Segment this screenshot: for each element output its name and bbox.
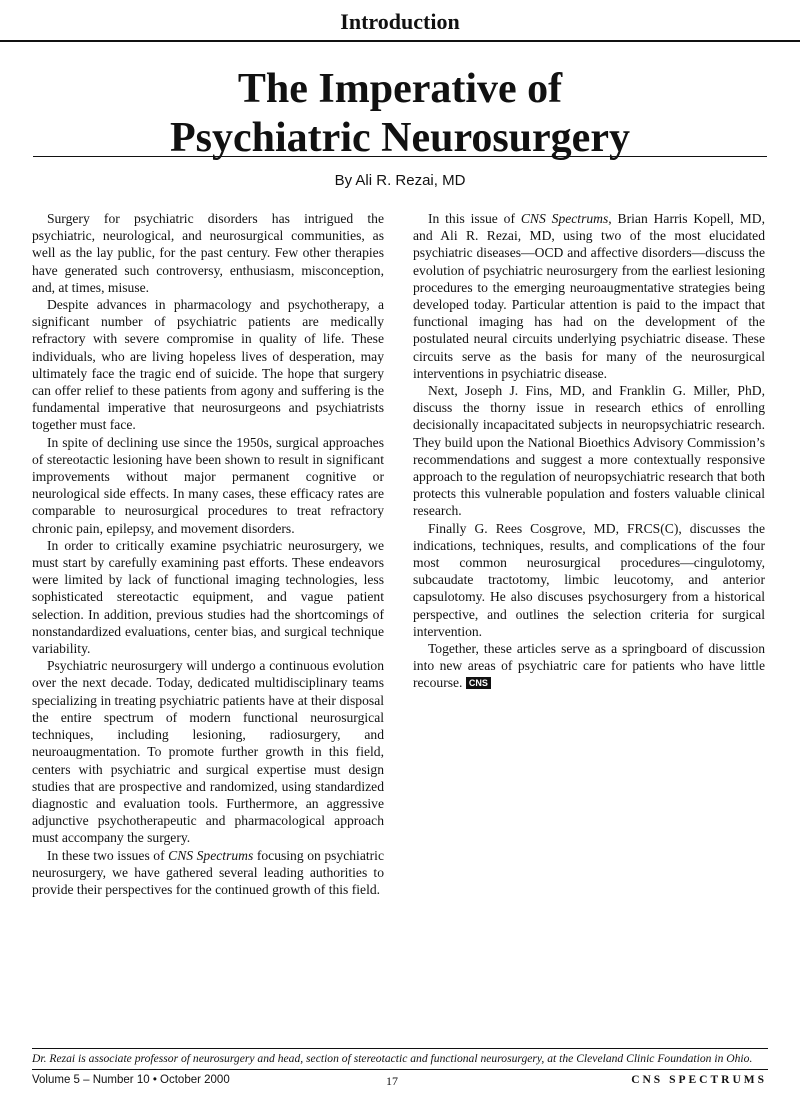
end-badge: CNS [466,677,491,689]
section-header [0,0,800,42]
journal-name: CNS Spectrums [168,847,254,863]
paragraph: Despite advances in pharmacology and psychotherapy, a significant number of psychiatric patients are medically refractory with severe compromise in quality of life. These individuals, who are living hopeless lives of desperation, may ultimately face the tragic end of suicide. The hope that surgery can offer relief to these patients from agony and suffering is the fundamental imperative that neurosurgeons and psychiatrists together must face. [32,297,384,433]
paragraph: In order to critically examine psychiatric neurosurgery, we must start by carefully examining past efforts. These endeavors were limited by lack of functional imaging technologies, less sophisticated stereotactic equipment, and vague patient selection. In addition, previous studies had the shortcomings of nonstandardized evaluations, center bias, and surgical technique variability. [32,537,384,657]
right-column [413,210,765,692]
page-number: 17 [386,1074,398,1088]
journal-name: CNS Spectrums [520,211,609,226]
paragraph: Psychiatric neurosurgery will undergo a continuous evolution over the next decade. Today, dedicated multidisciplinary teams specializing in treating psychiatric patients have at their disposal the entire spectrum of modern functional neurosurgical techniques, including lesioning, radiosurgery, and neuroaugmentation. To promote further growth in this field, centers with psychiatric and surgical expertise must design studies that are prospective and randomized, using standardized diagnostic and evaluation tools. Furthermore, an aggressive adjunctive psychotherapeutic and pharmacological approach must accompany the surgery. [32,658,384,846]
title-rule [33,156,767,157]
article-title-line1: The Imperative of [237,66,563,112]
journal-title: CNS SPECTRUMS [631,1074,767,1086]
paragraph-text: In this issue of [427,211,521,226]
paragraph: Surgery for psychiatric disorders has intrigued the psychiatric, neurological, and neurosurgical communities, as well as the lay public, for the past century. Few other therapies have generated such controversy, enthusiasm, misconception, and, at times, misuse. [32,211,384,295]
footer-rule [32,1069,768,1070]
paragraph-text: In these two issues of [46,847,169,863]
paragraph: In spite of declining use since the 1950s, surgical approaches of stereotactic lesioning have been shown to result in significant improvements without major permanent cognitive or neurological side effects. In many cases, these efficacy rates are comparable to neurosurgical procedures to treat refractory chronic pain, epilepsy, and movement disorders. [32,434,384,536]
paragraph [413,210,765,382]
left-column [32,210,384,898]
paragraph [32,847,384,899]
issue-info: Volume 5 – Number 10 • October 2000 [32,1074,230,1086]
paragraph: Next, Joseph J. Fins, MD, and Franklin G. Miller, PhD, discuss the thorny issue in research ethics of enrolling decisionally incapacitated subjects in neuropsychiatric research. They build upon the National Bioethics Advisory Commission’s recommendations and suggest a more contextually responsive approach to the regulation of neuropsychiatric research that both protects this vulnerable population and fosters valuable clinical research. [413,383,765,519]
paragraph-text: focusing on psychiatric neurosurgery, we have gathered several leading authorities to provide their perspectives for the continued growth of this field. [32,847,384,897]
paragraph-text: , Brian Harris Kopell, MD, and Ali R. Rezai, MD, using two of the most elucidated psychiatric diseases—OCD and affective disorders—discuss the evolution of psychiatric neurosurgery from the earliest lesioning procedures to the emerging neuroaugmentative strategies being developed today. Particular attention is paid to the impact that functional imaging has had on the development of the postulated neural circuits underlying psychiatric disease. These circuits serve as the basis for many of the neurosurgical interventions in psychiatric disease. [413,211,765,381]
footer-rule [32,1048,768,1049]
article-title-line2: Psychiatric Neurosurgery [170,115,630,161]
byline: By Ali R. Rezai, MD [334,172,466,189]
author-footnote: Dr. Rezai is associate professor of neurosurgery and head, section of stereotactic and functional neurosurgery, at the Cleveland Clinic Foundation in Ohio. [32,1052,753,1065]
paragraph-text: Together, these articles serve as a springboard of discussion into new areas of psychiatric care for patients who have little recourse. [413,641,765,691]
paragraph: Finally G. Rees Cosgrove, MD, FRCS(C), discusses the indications, techniques, results, and complications of the four most common neurosurgical procedures—cingulotomy, subcaudate tractotomy, limbic leucotomy, and anterior capsulotomy. He also discuses psychosurgery from a historical perspective, and outlines the selection criteria for surgical intervention. [413,520,765,639]
paragraph [413,640,765,692]
section-label: Introduction [340,9,460,34]
